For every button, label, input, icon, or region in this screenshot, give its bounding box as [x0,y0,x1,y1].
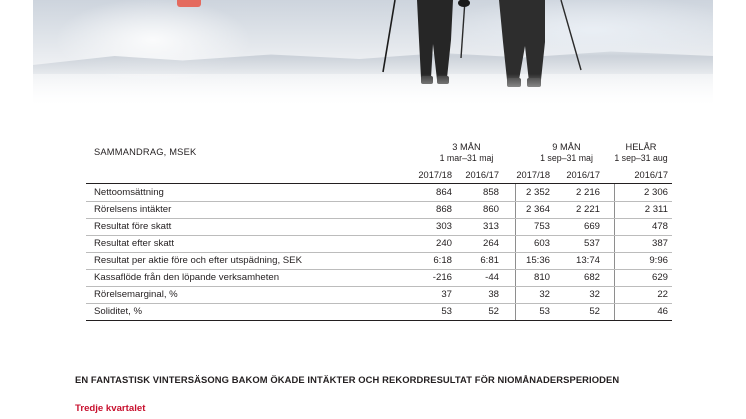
row-value: 603 [533,238,550,249]
row-label: Kassaflöde från den löpande verksamheten [94,272,280,283]
row-value: 240 [435,238,452,249]
row-value: 753 [533,221,550,232]
table-bottom-rule [86,320,672,321]
col-header: 2016/17 [634,170,668,180]
row-value: 6:18 [433,255,452,266]
row-value: 15:36 [525,255,550,266]
group-3-months: 3 MÅN 1 mar–31 maj [439,142,494,163]
row-value: 2 221 [575,204,600,215]
subsection-heading: Tredje kvartalet [75,403,146,414]
row-value: 38 [488,289,499,300]
row-value: 9:96 [649,255,668,266]
row-value: 32 [589,289,600,300]
row-label: Resultat per aktie före och efter utspädning, SEK [94,255,302,266]
row-value: 868 [435,204,452,215]
col-header: 2017/18 [516,170,550,180]
row-value: 52 [589,306,600,317]
row-label: Rörelsemarginal, % [94,289,178,300]
row-value: -216 [432,272,452,283]
row-value: 22 [657,289,668,300]
row-label: Resultat före skatt [94,221,172,232]
row-value: 858 [482,187,499,198]
col-header: 2016/17 [566,170,600,180]
row-label: Nettoomsättning [94,187,164,198]
row-value: 537 [583,238,600,249]
row-value: 864 [435,187,452,198]
row-value: 2 311 [644,204,668,215]
table-row [86,269,672,286]
row-value: 52 [488,306,499,317]
table-row [86,201,672,218]
row-value: 53 [539,306,550,317]
row-value: 860 [482,204,499,215]
hero-photo [33,0,713,108]
row-value: 53 [441,306,452,317]
row-value: 313 [482,221,499,232]
row-label: Rörelsens intäkter [94,204,172,215]
row-value: 2 306 [643,187,668,198]
table-row [86,235,672,252]
row-value: 6:81 [480,255,499,266]
row-value: -44 [485,272,499,283]
table-row [86,184,672,201]
row-value: 629 [651,272,668,283]
group-full-year: HELÅR 1 sep–31 aug [614,142,668,163]
row-value: 387 [651,238,668,249]
row-value: 2 364 [525,204,550,215]
row-value: 682 [583,272,600,283]
row-value: 669 [583,221,600,232]
col-header: 2016/17 [465,170,499,180]
row-label: Resultat efter skatt [94,238,174,249]
row-value: 46 [657,306,668,317]
table-row [86,218,672,235]
section-heading: EN FANTASTISK VINTERSÄSONG BAKOM ÖKADE INTÄKTER OCH REKORDRESULTAT FÖR NIOMÅNADERSPERIODEN [75,374,620,385]
row-value: 37 [441,289,452,300]
row-value: 32 [539,289,550,300]
table-row [86,252,672,269]
group-9-months: 9 MÅN 1 sep–31 maj [540,142,593,163]
table-row [86,286,672,303]
row-label: Soliditet, % [94,306,142,317]
row-value: 2 352 [525,187,550,198]
table-header-label: SAMMANDRAG, MSEK [94,147,197,157]
table-row [86,303,672,320]
row-value: 13:74 [575,255,600,266]
row-value: 303 [435,221,452,232]
col-header: 2017/18 [418,170,452,180]
row-value: 264 [482,238,499,249]
row-value: 2 216 [575,187,600,198]
row-value: 478 [651,221,668,232]
row-value: 810 [533,272,550,283]
